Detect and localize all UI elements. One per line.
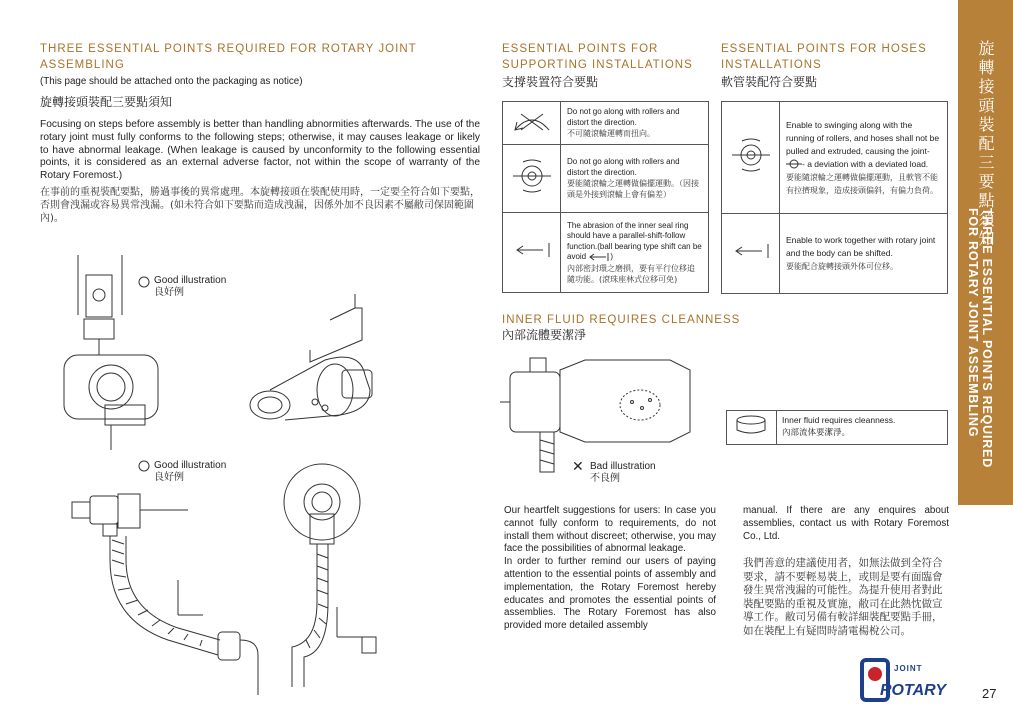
support-row-2-cn: 要能隨滾輪之運轉做偏擺運動。（因接頭是外接到滾輪上會有偏差） [567, 179, 699, 199]
hoses-row-1-cn: 要能隨滾輪之運轉做偏擺運動，且軟管不能有拉擠現象，造成接頭偏斜，有偏力負荷。 [786, 172, 938, 195]
support-row-1-cn: 不可隨滾輪運轉而扭向。 [567, 129, 655, 138]
sidebar-cn-title: 旋轉接頭裝配三要點須知 [976, 40, 995, 249]
support-cn-title: 支撐裝置符合要點 [502, 75, 599, 89]
good-legend-1-en: Good illustration [154, 275, 227, 286]
fluid-note [782, 414, 895, 439]
support-title: ESSENTIAL POINTS FOR SUPPORTING INSTALLATIONS [502, 43, 693, 71]
suggestion-cn: 我們善意的建議使用者，如無法做到全符合要求，請不要輕易裝上，或則是要有面臨會發生異常洩漏的可能性。為提升使用者對此裝配要點的重視及實施，敝司在此熱忱做宣導工作。敝司另備有較詳細裝配要點手冊，如在裝配上有疑問時請電楊梲公司。 [743, 557, 943, 637]
fluid-title: INNER FLUID REQUIRES CLEANNESS [502, 314, 741, 326]
good-legend-1-cn: 良好例 [154, 287, 184, 298]
support-row-3-cn: 內部密封環之磨損，要有平行位移追隨功能。(滾珠座林式位移可免) [567, 263, 695, 284]
suggestion-en-col1: Our heartfelt suggestions for users: In case you cannot fully conform to requirements, do not install them without discreet; otherwise, you may face the possibilities of abnormal leakage. In order to further remind our users of paying attention to the essential points of assembly and implementation, the Rotary Foremost hereby educates and promotes the essential points of assemblies. The Rotary Foremost has also provided more detailed assembly [504, 505, 716, 632]
parallel-shift-icon [728, 241, 774, 261]
hoses-points-table [721, 101, 948, 294]
bracket-joint-drawing [60, 255, 170, 450]
shift-arrow-icon [588, 253, 610, 261]
bad-legend-en: Bad illustration [590, 461, 656, 472]
sidebar-en-title: THREE ESSENTIAL POINTS REQUIRED FOR ROTARY JOINT ASSEMBLING [966, 208, 994, 469]
support-row-3-en-tail: ) [610, 252, 614, 261]
bad-legend-cn: 不良例 [590, 473, 620, 484]
rotary-joint-logo [860, 658, 947, 704]
fluid-cn-title: 內部流體要潔淨 [502, 328, 587, 342]
support-row [503, 102, 709, 145]
logo-word: JOINT [894, 664, 923, 673]
fluid-note-cn: 內部流体要潔淨。 [782, 428, 851, 438]
bad-cross-icon: ✕ [572, 458, 584, 474]
logo-brand: ROTARY [880, 682, 947, 699]
suggestion-en-col2: manual. If there are any enquires about assemblies, contact us with Rotary Foremost Co., Ltd. [743, 505, 949, 542]
hose-joint-drawing-front [262, 462, 382, 687]
hoses-row [722, 214, 948, 294]
left-title: THREE ESSENTIAL POINTS REQUIRED FOR ROTARY JOINT ASSEMBLING [40, 43, 417, 71]
fluid-note-en: Inner fluid requires cleanness. [782, 415, 896, 425]
support-row-2-en: Do not go along with rollers and distort the direction. [567, 157, 680, 177]
left-intro-en: Focusing on steps before assembly is better than handling abnormities afterwards. The use of the rotary joint must fully conforms to the following steps; otherwise, it may causes leakage or likely to have abnormal leakage. (When leakage is caused by unconformity to the following essential points, it is considered as an external adverse factor, not within the scope of warranty of the Rotary Foremost.) [40, 119, 480, 182]
left-subtitle: (This page should be attached onto the packaging as notice) [40, 76, 303, 87]
good-legend-2-cn: 良好例 [154, 472, 184, 483]
support-row [503, 213, 709, 293]
hoses-row-2-en: Enable to work together with rotary joint and the body can be shifted. [786, 235, 936, 258]
isometric-joint-drawing [230, 290, 390, 430]
hoses-row-1-en-a: Enable to swinging along with the running of rollers, and hoses shall not be pulled and extruded, causing the joint- [786, 119, 940, 156]
joint-symbol-icon [786, 159, 802, 169]
hoses-row [722, 102, 948, 214]
support-points-table [502, 101, 709, 293]
hoses-cn-title: 軟管裝配符合要點 [721, 75, 818, 89]
support-row-1-en: Do not go along with rollers and distort the direction. [567, 107, 680, 127]
support-row-3-en: The abrasion of the inner seal ring should have a parallel-shift-follow function.(ball bearing type shift can be avoid [567, 220, 702, 261]
hoses-row-1-en-b: - a deviation with a deviated load. [802, 158, 929, 169]
twisted-arrows-icon [509, 108, 555, 134]
hose-joint-drawing-left [68, 480, 268, 695]
good-circle-icon [138, 460, 150, 472]
left-cn-title: 旋轉接頭裝配三要點須知 [40, 95, 173, 109]
good-legend-2-en: Good illustration [154, 460, 227, 471]
hoses-row-2-cn: 要能配合旋轉接頭外体可位移。 [786, 262, 898, 271]
support-row [503, 145, 709, 213]
left-intro-cn: 在事前的重視裝配要點，勝過事後的異常處理。本旋轉接頭在裝配使用時，一定要全符合如下要點，否則會洩漏或容易異常洩漏。(如未符合如下要點而造成洩漏，因係外加不良因素不屬敝司保固範圍內)。 [40, 187, 480, 224]
fluid-joint-drawing [500, 350, 730, 475]
deviated-joint-icon [728, 137, 774, 173]
bad-legend [590, 461, 656, 485]
hoses-title: ESSENTIAL POINTS FOR HOSES INSTALLATIONS [721, 43, 927, 71]
parallel-shift-icon [509, 240, 555, 260]
deviated-joint-icon [509, 158, 555, 194]
page-number: 27 [982, 686, 997, 701]
